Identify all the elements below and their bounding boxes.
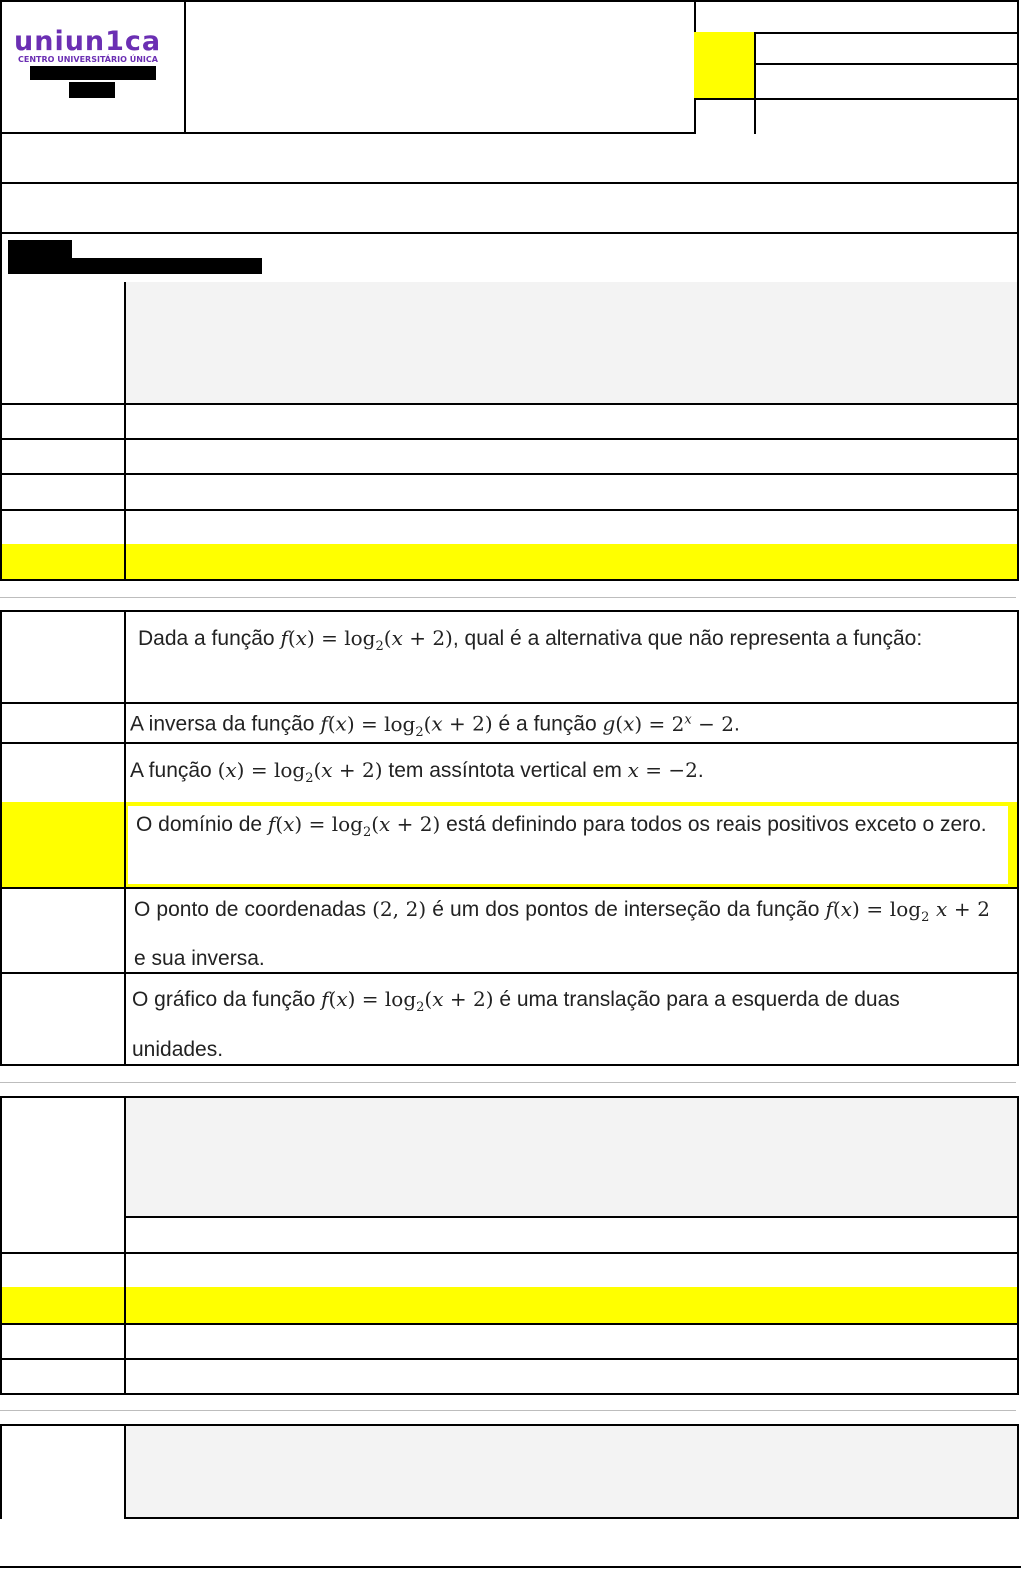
alternative-text: O domínio de $f(x) = \log_2(x + 2)$ está definindo para todos os reais positivos exceto o zero.	[136, 812, 987, 840]
question-table	[0, 610, 1019, 704]
header-row	[0, 182, 1019, 234]
answer-row	[0, 1323, 1019, 1360]
info-label-cell	[694, 63, 756, 100]
alternative-text: O ponto de coordenadas (2, 2) é um dos pontos de interseção da função $f(x) = \log_2 x + 2$ e sua inversa.	[134, 897, 990, 970]
separator	[0, 1410, 1016, 1411]
question-row	[0, 1096, 1019, 1218]
logo-cell	[0, 0, 186, 134]
answer-row	[0, 1358, 1019, 1395]
answer-row	[0, 509, 1019, 546]
answer-row	[0, 473, 1019, 511]
answer-row-correct	[0, 1287, 1019, 1325]
info-label-cell	[694, 32, 756, 65]
redacted-block	[69, 82, 115, 98]
logo: uniun1ca	[14, 26, 162, 57]
separator	[0, 1082, 1016, 1083]
alternative-row	[0, 972, 1019, 1066]
question-row	[0, 1424, 1019, 1519]
info-label-cell	[694, 98, 756, 134]
page-bottom-rule	[0, 1566, 1021, 1568]
answer-row	[0, 1252, 1019, 1289]
alternative-text: A inversa da função $f(x) = \log_2(x + 2)$ é a função $g(x) = 2^x - 2$.	[130, 711, 740, 740]
question-prompt: Dada a função $f(x) = \log_2(x + 2)$, qual é a alternativa que não representa a função:	[138, 626, 923, 654]
alternative-row-correct	[0, 802, 1019, 889]
separator	[0, 597, 1016, 598]
answer-row	[0, 438, 1019, 475]
question-row	[0, 282, 1019, 405]
alternative-text: O gráfico da função $f(x) = \log_2(x + 2)$ é uma translação para a esquerda de duas unidades.	[132, 987, 900, 1061]
alternative-text: A função $(x) = \log_2(x + 2)$ tem assíntota vertical em x = −2.	[130, 758, 704, 786]
title-cell	[184, 0, 696, 134]
header-row	[0, 132, 1019, 184]
alternative-row	[0, 887, 1019, 974]
answer-row	[0, 403, 1019, 440]
alternative-row	[0, 742, 1019, 804]
info-row	[694, 0, 1019, 34]
answer-row	[0, 1216, 1019, 1254]
redacted-block	[30, 66, 156, 80]
info-value-cell	[754, 63, 1019, 100]
answer-row-correct	[0, 544, 1019, 581]
redacted-block	[8, 258, 262, 274]
logo-subtitle: CENTRO UNIVERSITÁRIO ÚNICA	[18, 55, 158, 64]
info-value-cell	[754, 32, 1019, 65]
alternative-row	[0, 702, 1019, 744]
